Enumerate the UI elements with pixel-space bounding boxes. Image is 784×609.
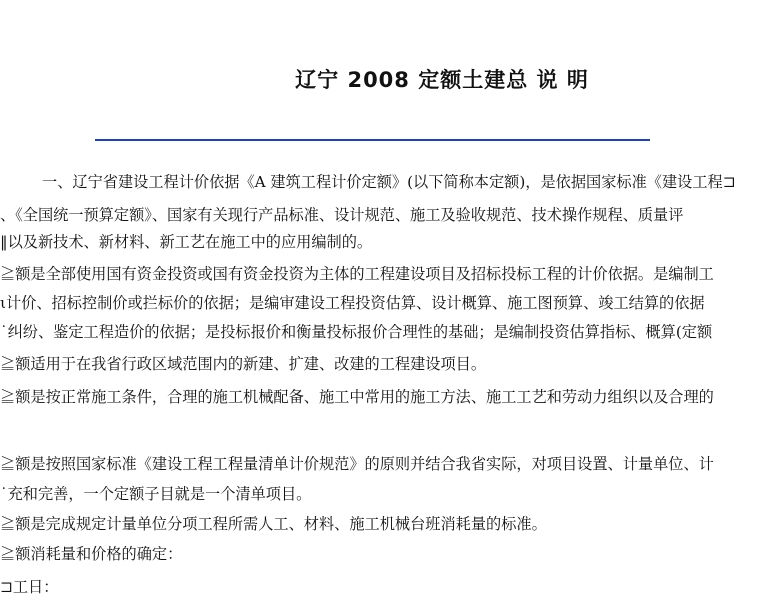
paragraph-line: ≧额是按正常施工条件，合理的施工机械配备、施工中常用的施工方法、施工工艺和劳动力组织以及合理的 (0, 388, 714, 406)
paragraph-line: ≧额适用于在我省行政区域范围内的新建、扩建、改建的工程建设项目。 (0, 355, 486, 373)
paragraph-line: ι计价、招标控制价或拦标价的依据；是编审建设工程投资估算、设计概算、施工图预算、竣工结算的依据 (0, 294, 705, 312)
paragraph-line: ≧额是全部使用国有资金投资或国有资金投资为主体的工程建设项目及招标投标工程的计价依据。是编制工 (0, 265, 714, 283)
paragraph-line: ≧额是完成规定计量单位分项工程所需人工、材料、施工机械台班消耗量的标准。 (0, 515, 547, 533)
paragraph-line: ˙纠纷、鉴定工程造价的依据；是投标报价和衡量投标报价合理性的基础；是编制投资估算指标、概算(定额 (0, 323, 713, 341)
paragraph-line: ‖以及新技术、新材料、新工艺在施工中的应用编制的。 (0, 233, 373, 251)
paragraph-line: ⊐工日： (0, 578, 59, 596)
paragraph-line: 一、辽宁省建设工程计价依据《A 建筑工程计价定额》(以下简称本定额)，是依据国家标准《建设工程⊐ (42, 173, 736, 191)
paragraph-line: ≧额消耗量和价格的确定： (0, 545, 183, 563)
paragraph-line: 、《全国统一预算定额》、国家有关现行产品标准、设计规范、施工及验收规范、技术操作规程、质量评 (0, 206, 684, 224)
title-underline-rule (95, 139, 650, 141)
paragraph-line: ˙充和完善，一个定额子目就是一个清单项目。 (0, 485, 312, 503)
document-title: 辽宁 2008 定额土建总 说 明 (295, 68, 589, 92)
paragraph-line: ≧额是按照国家标准《建设工程工程量清单计价规范》的原则并结合我省实际，对项目设置、计量单位、计 (0, 455, 714, 473)
